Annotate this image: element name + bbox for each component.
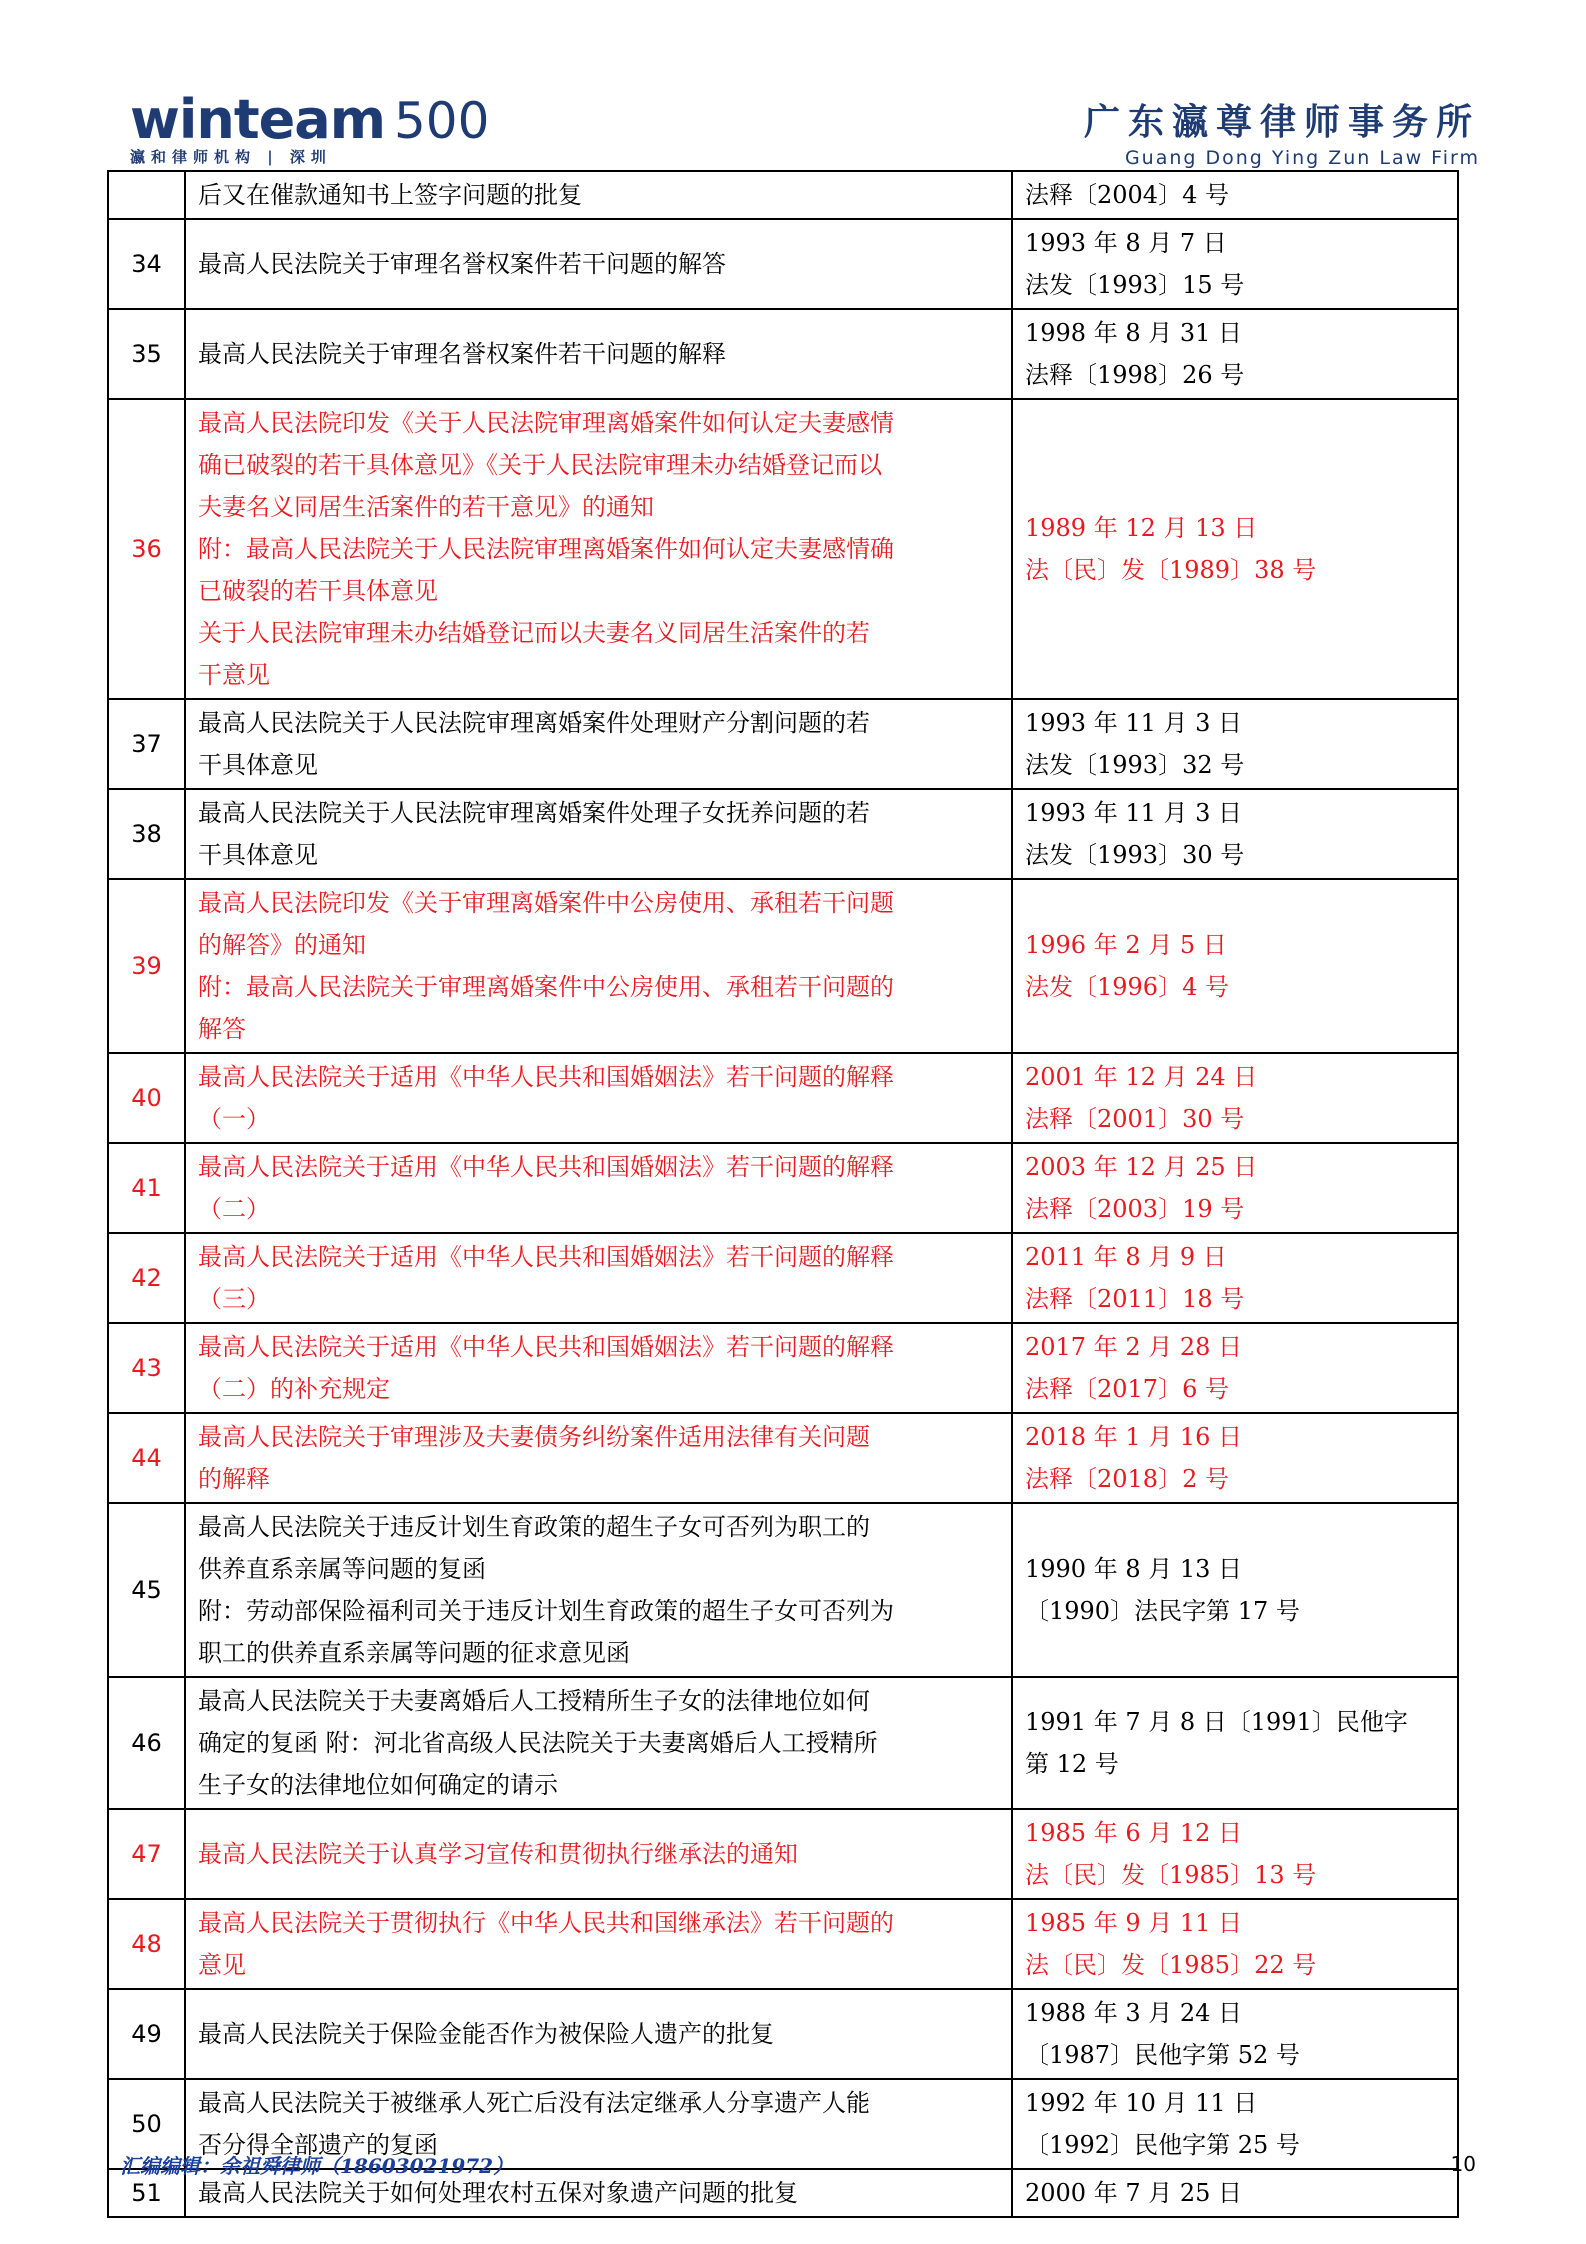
reference-line: 〔1992〕民他字第 25 号 <box>1025 2131 1300 2159</box>
row-number: 43 <box>108 1323 185 1413</box>
title-line: 最高人民法院印发《关于审理离婚案件中公房使用、承租若干问题 <box>198 889 894 917</box>
title-line: 最高人民法院印发《关于人民法院审理离婚案件如何认定夫妻感情 <box>198 409 894 437</box>
row-number: 39 <box>108 879 185 1053</box>
reference-line: 1991 年 7 月 8 日〔1991〕民他字 <box>1025 1708 1408 1736</box>
reference-line: 〔1990〕法民字第 17 号 <box>1025 1597 1300 1625</box>
row-number: 40 <box>108 1053 185 1143</box>
reference-line: 法释〔2004〕4 号 <box>1025 181 1229 209</box>
reference-line: 法释〔2017〕6 号 <box>1025 1375 1229 1403</box>
title-line: （二） <box>198 1195 270 1223</box>
firm-name-cn: 广东瀛尊律师事务所 <box>1083 101 1480 143</box>
reference-line: 法释〔2011〕18 号 <box>1025 1285 1245 1313</box>
regulation-title <box>185 1899 1012 1989</box>
regulation-reference <box>1012 171 1458 219</box>
regulation-title <box>185 1413 1012 1503</box>
regulation-reference <box>1012 1053 1458 1143</box>
title-line: 最高人民法院关于被继承人死亡后没有法定继承人分享遗产人能 <box>198 2089 870 2117</box>
title-line: 最高人民法院关于审理名誉权案件若干问题的解释 <box>198 340 726 368</box>
regulation-title <box>185 879 1012 1053</box>
regulations-table <box>107 170 1459 2218</box>
title-line: 最高人民法院关于如何处理农村五保对象遗产问题的批复 <box>198 2179 798 2207</box>
title-line: 最高人民法院关于贯彻执行《中华人民共和国继承法》若干问题的 <box>198 1909 894 1937</box>
reference-line: 〔1987〕民他字第 52 号 <box>1025 2041 1300 2069</box>
regulation-reference <box>1012 1899 1458 1989</box>
table-row <box>108 1143 1458 1233</box>
regulation-reference <box>1012 2169 1458 2217</box>
reference-line: 1990 年 8 月 13 日 <box>1025 1555 1243 1583</box>
row-number: 36 <box>108 399 185 699</box>
reference-line: 1993 年 11 月 3 日 <box>1025 799 1243 827</box>
title-line: 职工的供养直系亲属等问题的征求意见函 <box>198 1639 630 1667</box>
regulation-reference <box>1012 1809 1458 1899</box>
title-line: 最高人民法院关于违反计划生育政策的超生子女可否列为职工的 <box>198 1513 870 1541</box>
title-line: 后又在催款通知书上签字问题的批复 <box>198 181 582 209</box>
title-line: 附：最高人民法院关于审理离婚案件中公房使用、承租若干问题的 <box>198 973 894 1001</box>
title-line: 最高人民法院关于适用《中华人民共和国婚姻法》若干问题的解释 <box>198 1063 894 1091</box>
regulation-title <box>185 1503 1012 1677</box>
reference-line: 1998 年 8 月 31 日 <box>1025 319 1243 347</box>
title-line: 意见 <box>198 1951 246 1979</box>
title-line: 最高人民法院关于人民法院审理离婚案件处理子女抚养问题的若 <box>198 799 870 827</box>
regulation-title <box>185 309 1012 399</box>
regulation-reference <box>1012 1323 1458 1413</box>
reference-line: 1993 年 11 月 3 日 <box>1025 709 1243 737</box>
table-row <box>108 1503 1458 1677</box>
logo-wordmark: winteam <box>130 88 385 151</box>
table-row <box>108 1323 1458 1413</box>
row-number: 42 <box>108 1233 185 1323</box>
table-row <box>108 1989 1458 2079</box>
title-line: 确定的复函 附：河北省高级人民法院关于夫妻离婚后人工授精所 <box>198 1729 878 1757</box>
row-number: 46 <box>108 1677 185 1809</box>
title-line: 最高人民法院关于适用《中华人民共和国婚姻法》若干问题的解释 <box>198 1243 894 1271</box>
reference-line: 2017 年 2 月 28 日 <box>1025 1333 1243 1361</box>
title-line: 干具体意见 <box>198 751 318 779</box>
row-number: 48 <box>108 1899 185 1989</box>
row-number: 34 <box>108 219 185 309</box>
title-line: 夫妻名义同居生活案件的若干意见》的通知 <box>198 493 654 521</box>
regulation-title <box>185 1809 1012 1899</box>
row-number: 47 <box>108 1809 185 1899</box>
title-line: 确已破裂的若干具体意见》《关于人民法院审理未办结婚登记而以 <box>198 451 882 479</box>
title-line: 最高人民法院关于夫妻离婚后人工授精所生子女的法律地位如何 <box>198 1687 870 1715</box>
logo-number: 500 <box>394 92 490 150</box>
regulation-reference <box>1012 399 1458 699</box>
firm-name-en: Guang Dong Ying Zun Law Firm <box>1124 147 1480 169</box>
reference-line: 1985 年 9 月 11 日 <box>1025 1909 1243 1937</box>
row-number: 50 <box>108 2079 185 2169</box>
reference-line: 2011 年 8 月 9 日 <box>1025 1243 1227 1271</box>
title-line: 附：最高人民法院关于人民法院审理离婚案件如何认定夫妻感情确 <box>198 535 894 563</box>
title-line: 供养直系亲属等问题的复函 <box>198 1555 486 1583</box>
page-number: 10 <box>1450 2152 1476 2176</box>
reference-line: 法释〔2001〕30 号 <box>1025 1105 1245 1133</box>
winteam-logo <box>130 90 494 167</box>
regulation-title <box>185 1989 1012 2079</box>
row-number: 51 <box>108 2169 185 2217</box>
reference-line: 1989 年 12 月 13 日 <box>1025 514 1258 542</box>
row-number: 49 <box>108 1989 185 2079</box>
title-line: 关于人民法院审理未办结婚登记而以夫妻名义同居生活案件的若 <box>198 619 870 647</box>
title-line: 干具体意见 <box>198 841 318 869</box>
regulation-reference <box>1012 1677 1458 1809</box>
title-line: 附：劳动部保险福利司关于违反计划生育政策的超生子女可否列为 <box>198 1597 894 1625</box>
title-line: （二）的补充规定 <box>198 1375 390 1403</box>
reference-line: 1988 年 3 月 24 日 <box>1025 1999 1243 2027</box>
table-row <box>108 171 1458 219</box>
regulation-reference <box>1012 1989 1458 2079</box>
table-row <box>108 1677 1458 1809</box>
reference-line: 2018 年 1 月 16 日 <box>1025 1423 1243 1451</box>
regulation-reference <box>1012 789 1458 879</box>
reference-line: 法释〔1998〕26 号 <box>1025 361 1245 389</box>
title-line: （三） <box>198 1285 270 1313</box>
table-row <box>108 309 1458 399</box>
logo-subtitle: 瀛和律师机构 | 深圳 <box>130 148 332 166</box>
title-line: 解答 <box>198 1015 246 1043</box>
title-line: 已破裂的若干具体意见 <box>198 577 438 605</box>
row-number: 35 <box>108 309 185 399</box>
regulation-reference <box>1012 699 1458 789</box>
table-row <box>108 219 1458 309</box>
reference-line: 2001 年 12 月 24 日 <box>1025 1063 1258 1091</box>
regulation-reference <box>1012 309 1458 399</box>
title-line: 最高人民法院关于认真学习宣传和贯彻执行继承法的通知 <box>198 1840 798 1868</box>
regulation-title <box>185 699 1012 789</box>
title-line: 的解答》的通知 <box>198 931 366 959</box>
table-row <box>108 1809 1458 1899</box>
reference-line: 1996 年 2 月 5 日 <box>1025 931 1227 959</box>
table-row <box>108 1413 1458 1503</box>
title-line: 否分得全部遗产的复函 <box>198 2131 438 2159</box>
reference-line: 法〔民〕发〔1985〕22 号 <box>1025 1951 1317 1979</box>
table-row <box>108 699 1458 789</box>
reference-line: 法发〔1993〕32 号 <box>1025 751 1245 779</box>
row-number <box>108 171 185 219</box>
title-line: 最高人民法院关于保险金能否作为被保险人遗产的批复 <box>198 2020 774 2048</box>
reference-line: 1985 年 6 月 12 日 <box>1025 1819 1243 1847</box>
title-line: （一） <box>198 1105 270 1133</box>
regulation-reference <box>1012 219 1458 309</box>
title-line: 最高人民法院关于适用《中华人民共和国婚姻法》若干问题的解释 <box>198 1333 894 1361</box>
reference-line: 2003 年 12 月 25 日 <box>1025 1153 1258 1181</box>
regulation-reference <box>1012 2079 1458 2169</box>
reference-line: 法发〔1996〕4 号 <box>1025 973 1229 1001</box>
row-number: 38 <box>108 789 185 879</box>
title-line: 最高人民法院关于人民法院审理离婚案件处理财产分割问题的若 <box>198 709 870 737</box>
regulation-title <box>185 1143 1012 1233</box>
table-row <box>108 1053 1458 1143</box>
regulation-title <box>185 171 1012 219</box>
title-line: 的解释 <box>198 1465 270 1493</box>
table-row <box>108 789 1458 879</box>
reference-line: 法释〔2003〕19 号 <box>1025 1195 1245 1223</box>
regulation-reference <box>1012 1233 1458 1323</box>
regulation-title <box>185 1323 1012 1413</box>
compiler-credit: 汇编编辑：余祖舜律师（18603021972） <box>120 2154 514 2178</box>
reference-line: 法发〔1993〕15 号 <box>1025 271 1245 299</box>
table-row <box>108 399 1458 699</box>
table-row <box>108 1233 1458 1323</box>
title-line: 最高人民法院关于适用《中华人民共和国婚姻法》若干问题的解释 <box>198 1153 894 1181</box>
reference-line: 1993 年 8 月 7 日 <box>1025 229 1227 257</box>
regulation-title <box>185 1233 1012 1323</box>
table-row <box>108 879 1458 1053</box>
reference-line: 法释〔2018〕2 号 <box>1025 1465 1229 1493</box>
reference-line: 第 12 号 <box>1025 1750 1119 1778</box>
logo-500-icon <box>394 90 494 150</box>
title-line: 最高人民法院关于审理名誉权案件若干问题的解答 <box>198 250 726 278</box>
firm-name-block <box>1084 94 1480 169</box>
regulation-title <box>185 399 1012 699</box>
reference-line: 法〔民〕发〔1985〕13 号 <box>1025 1861 1317 1889</box>
reference-line: 法〔民〕发〔1989〕38 号 <box>1025 556 1317 584</box>
title-line: 生子女的法律地位如何确定的请示 <box>198 1771 558 1799</box>
row-number: 45 <box>108 1503 185 1677</box>
regulation-reference <box>1012 1503 1458 1677</box>
row-number: 37 <box>108 699 185 789</box>
row-number: 44 <box>108 1413 185 1503</box>
regulation-title <box>185 1053 1012 1143</box>
regulation-title <box>185 1677 1012 1809</box>
regulation-reference <box>1012 1143 1458 1233</box>
reference-line: 1992 年 10 月 11 日 <box>1025 2089 1258 2117</box>
reference-line: 2000 年 7 月 25 日 <box>1025 2179 1243 2207</box>
title-line: 干意见 <box>198 661 270 689</box>
regulation-title <box>185 789 1012 879</box>
regulation-reference <box>1012 1413 1458 1503</box>
row-number: 41 <box>108 1143 185 1233</box>
regulation-title <box>185 219 1012 309</box>
regulation-reference <box>1012 879 1458 1053</box>
table-row <box>108 1899 1458 1989</box>
page-header <box>130 90 1480 170</box>
title-line: 最高人民法院关于审理涉及夫妻债务纠纷案件适用法律有关问题 <box>198 1423 870 1451</box>
reference-line: 法发〔1993〕30 号 <box>1025 841 1245 869</box>
